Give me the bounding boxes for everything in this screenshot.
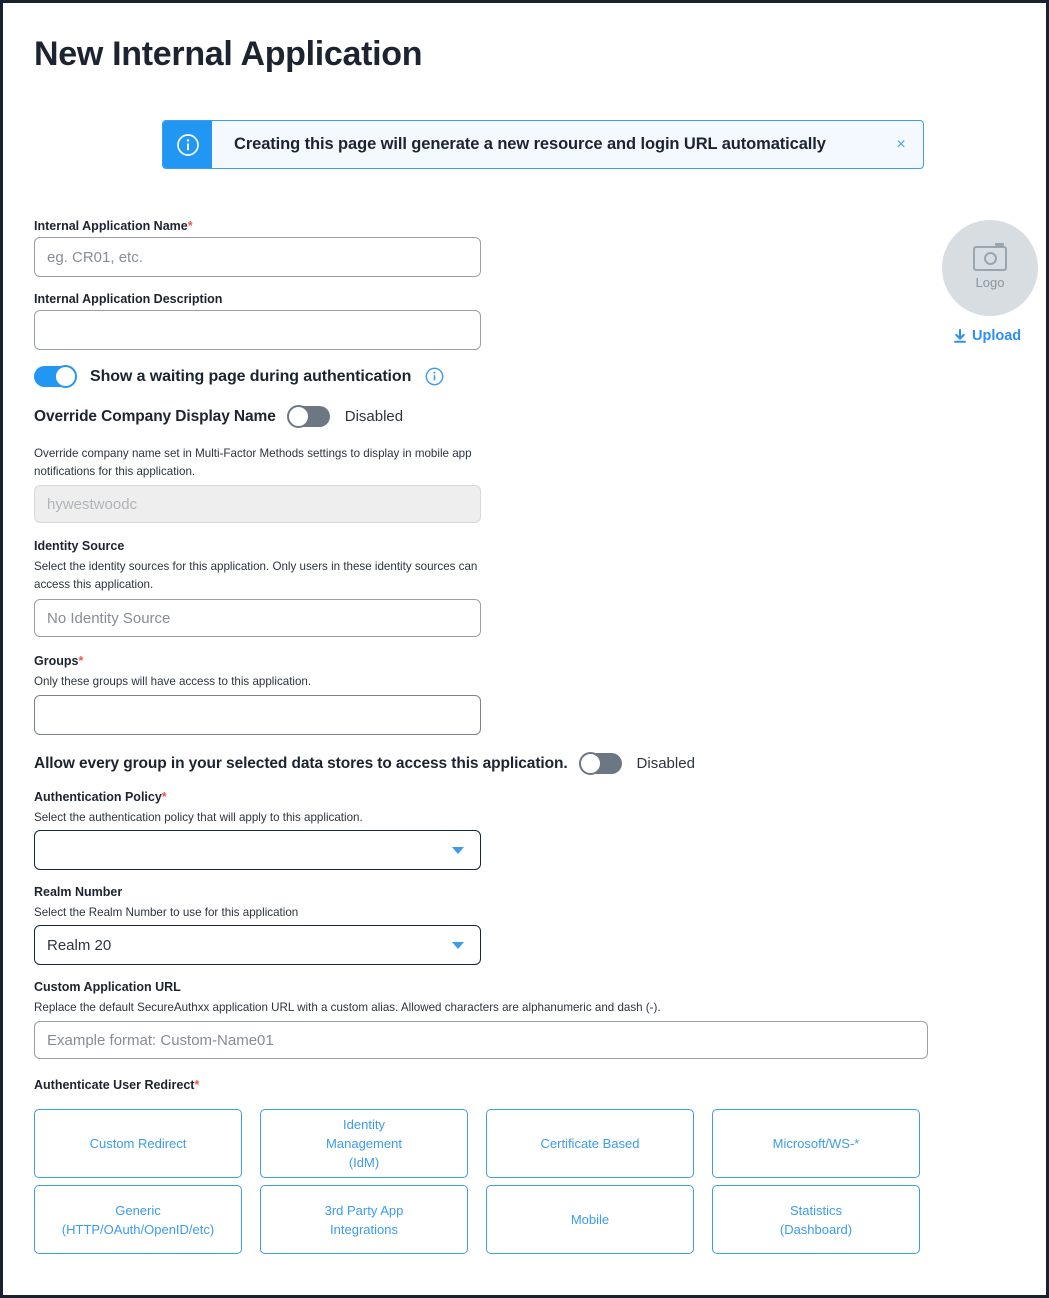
authentication-policy-select[interactable] (34, 830, 481, 870)
camera-icon (973, 246, 1007, 271)
redirect-card-3rd-party-app-integrations[interactable]: 3rd Party App Integrations (260, 1185, 468, 1254)
waiting-page-toggle[interactable] (34, 366, 76, 387)
allow-every-group-label: Allow every group in your selected data stores to access this application. (34, 754, 568, 772)
groups-input[interactable] (34, 695, 481, 735)
app-description-input[interactable] (34, 310, 481, 350)
page-title: New Internal Application (34, 35, 423, 73)
identity-source-input[interactable] (34, 599, 481, 637)
chevron-down-icon (452, 942, 464, 949)
waiting-page-toggle-row (34, 366, 444, 387)
groups-label: Groups* (34, 654, 84, 668)
override-company-name-toggle-row (34, 406, 403, 427)
required-marker: * (161, 790, 167, 804)
redirect-card-certificate-based[interactable]: Certificate Based (486, 1109, 694, 1178)
custom-application-url-label: Custom Application URL (34, 980, 181, 994)
redirect-card-custom-redirect[interactable]: Custom Redirect (34, 1109, 242, 1178)
authentication-policy-help: Select the authentication policy that will apply to this application. (34, 811, 363, 824)
allow-every-group-state: Disabled (636, 755, 695, 772)
override-company-name-label: Override Company Display Name (34, 407, 276, 425)
redirect-card-statistics[interactable]: Statistics (Dashboard) (712, 1185, 920, 1254)
info-banner (162, 120, 924, 169)
redirect-card-mobile[interactable]: Mobile (486, 1185, 694, 1254)
custom-application-url-input[interactable] (34, 1021, 928, 1059)
logo-placeholder[interactable] (942, 220, 1038, 316)
redirect-card-generic[interactable]: Generic (HTTP/OAuth/OpenID/etc) (34, 1185, 242, 1254)
realm-number-help: Select the Realm Number to use for this application (34, 906, 299, 919)
override-company-name-toggle[interactable] (288, 406, 330, 427)
info-circle-icon (163, 121, 212, 168)
override-company-name-state: Disabled (344, 408, 404, 425)
info-banner-message: Creating this page will generate a new resource and login URL automatically (234, 135, 826, 153)
authenticate-user-redirect-label: Authenticate User Redirect* (34, 1078, 200, 1092)
authenticate-user-redirect-options (34, 1109, 928, 1254)
app-description-label: Internal Application Description (34, 292, 223, 306)
app-name-input[interactable] (34, 237, 481, 277)
redirect-card-microsoft-ws[interactable]: Microsoft/WS-* (712, 1109, 920, 1178)
app-name-label: Internal Application Name* (34, 219, 193, 233)
realm-number-value: Realm 20 (47, 936, 112, 954)
custom-application-url-help: Replace the default SecureAuthxx application URL with a custom alias. Allowed characters are alphanumeric and dash (-). (34, 1001, 661, 1014)
redirect-card-identity-management[interactable]: Identity Management (IdM) (260, 1109, 468, 1178)
logo-placeholder-label: Logo (975, 275, 1005, 290)
chevron-down-icon (452, 847, 464, 854)
info-circle-icon[interactable] (425, 367, 444, 386)
allow-every-group-toggle[interactable] (580, 753, 622, 774)
upload-logo-label: Upload (972, 328, 1022, 344)
upload-logo-button[interactable] (953, 328, 1021, 344)
waiting-page-label: Show a waiting page during authentication (90, 367, 412, 385)
close-icon[interactable]: × (879, 121, 923, 168)
override-company-name-help: Override company name set in Multi-Factor Methods settings to display in mobile app notifications for this application. (34, 447, 472, 478)
authentication-policy-label: Authentication Policy* (34, 790, 167, 804)
realm-number-label: Realm Number (34, 885, 123, 899)
override-company-name-input[interactable] (34, 485, 481, 523)
realm-number-select[interactable] (34, 925, 481, 965)
identity-source-help: Select the identity sources for this application. Only users in these identity sources can access this application. (34, 560, 478, 591)
required-marker: * (187, 219, 193, 233)
groups-help: Only these groups will have access to this application. (34, 675, 312, 688)
required-marker: * (194, 1078, 200, 1092)
allow-every-group-toggle-row (34, 753, 695, 774)
identity-source-label: Identity Source (34, 539, 125, 553)
download-arrow-icon (953, 329, 967, 344)
required-marker: * (78, 654, 84, 668)
